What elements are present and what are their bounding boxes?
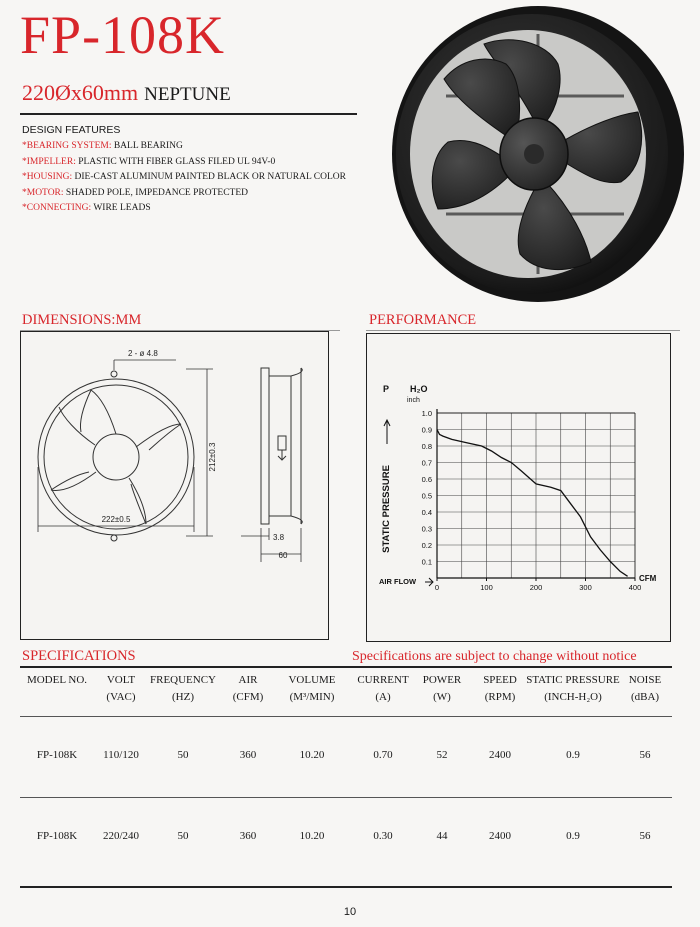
x-tick-label: 0 bbox=[434, 583, 440, 592]
dimensions-label: DIMENSIONS:MM bbox=[22, 312, 142, 328]
mounting-hole bbox=[111, 371, 117, 377]
spec-col-header bbox=[473, 672, 527, 706]
spec-cell: 2400 bbox=[489, 749, 511, 761]
y-tick-label: 0.9 bbox=[421, 425, 432, 435]
spec-header-rule bbox=[20, 716, 672, 717]
spec-col-header-line1: SPEED bbox=[483, 674, 517, 686]
product-size: 220Øx60mm bbox=[22, 80, 139, 105]
x-tick-label: 200 bbox=[529, 583, 543, 592]
y-tick-label: 1.0 bbox=[421, 409, 432, 418]
feature-key: *IMPELLER: bbox=[22, 156, 79, 167]
product-name: NEPTUNE bbox=[144, 84, 231, 105]
spec-col-header bbox=[620, 672, 670, 706]
y-arrow-icon bbox=[384, 420, 390, 444]
spec-cell: 360 bbox=[239, 749, 257, 761]
dim-width: 222±0.5 bbox=[101, 515, 131, 524]
spec-cell: 0.70 bbox=[373, 749, 393, 761]
spec-col-header-line1: STATIC PRESSURE bbox=[526, 674, 620, 686]
performance-curve bbox=[437, 430, 628, 577]
spec-col-header bbox=[18, 672, 96, 689]
dim-depth: 60 bbox=[278, 551, 288, 560]
specifications-label: SPECIFICATIONS bbox=[22, 648, 136, 664]
fan-hub-center bbox=[524, 144, 544, 164]
y-tick-label: 0.3 bbox=[421, 524, 432, 534]
spec-cell: 52 bbox=[436, 749, 448, 761]
y-tick-label: 0.8 bbox=[421, 442, 432, 451]
spec-col-header-line2: (M³/MIN) bbox=[289, 691, 335, 703]
dim-holes: 2 - ø 4.8 bbox=[128, 349, 158, 358]
chart-ylabel: STATIC PRESSURE bbox=[381, 465, 392, 553]
spec-col-header bbox=[351, 672, 415, 706]
x-tick-label: 300 bbox=[579, 583, 592, 592]
y-tick-label: 0.1 bbox=[421, 557, 432, 567]
chart-xlabel: CFM bbox=[639, 574, 657, 583]
y-tick-label: 0.6 bbox=[421, 475, 432, 484]
spec-col-header-line2: (VAC) bbox=[106, 691, 136, 703]
feature-item bbox=[22, 155, 382, 171]
feature-value: BALL BEARING bbox=[113, 141, 183, 151]
spec-col-header-line2: (RPM) bbox=[484, 691, 516, 703]
chart-airflow-label: AIR FLOW bbox=[379, 577, 417, 586]
spec-cell: 220/240 bbox=[102, 830, 140, 842]
spec-col-header-line1: VOLUME bbox=[288, 674, 336, 686]
y-tick-label: 0.5 bbox=[421, 491, 432, 501]
spec-cell: FP-108K bbox=[36, 749, 78, 761]
spec-cell: 10.20 bbox=[299, 749, 325, 761]
chart-y-ticks bbox=[422, 409, 432, 567]
spec-cell: 360 bbox=[239, 830, 257, 842]
spec-cell: 56 bbox=[639, 830, 651, 842]
feature-item bbox=[22, 170, 382, 186]
spec-col-header-line2: (dBA) bbox=[630, 691, 660, 703]
spec-col-header-line2: (CFM) bbox=[232, 691, 264, 703]
side-view-label-box bbox=[278, 436, 286, 450]
performance-divider bbox=[366, 330, 680, 331]
spec-col-header-line2: (INCH-H₂O) bbox=[544, 691, 602, 703]
y-tick-label: 0.2 bbox=[421, 541, 432, 550]
title-divider bbox=[20, 113, 357, 115]
page-number: 10 bbox=[343, 906, 357, 918]
feature-value: PLASTIC WITH FIBER GLASS FILED UL 94V-0 bbox=[78, 156, 276, 167]
front-view-hub bbox=[93, 434, 139, 480]
spec-cell: 50 bbox=[177, 830, 189, 842]
spec-col-header bbox=[223, 672, 273, 706]
spec-col-header-line2: (A) bbox=[375, 691, 391, 703]
specifications-note: Specifications are subject to change without notice bbox=[352, 649, 637, 664]
spec-cell: 0.30 bbox=[373, 830, 393, 842]
spec-cell: FP-108K bbox=[36, 830, 78, 842]
spec-cell: 10.20 bbox=[299, 830, 325, 842]
x-tick-label: 100 bbox=[480, 583, 493, 592]
spec-cell: 44 bbox=[436, 830, 448, 842]
performance-chart bbox=[367, 334, 669, 640]
design-features-title: DESIGN FEATURES bbox=[22, 124, 121, 136]
chart-unit-label: H₂O bbox=[410, 384, 428, 394]
product-subtitle bbox=[22, 80, 231, 106]
design-features bbox=[22, 124, 382, 217]
spec-table-bottom-rule bbox=[20, 886, 672, 888]
feature-key: *CONNECTING: bbox=[22, 203, 94, 213]
spec-table-top-rule bbox=[20, 666, 672, 668]
spec-cell: 56 bbox=[639, 749, 651, 761]
spec-row-rule bbox=[20, 797, 672, 798]
feature-value: WIRE LEADS bbox=[93, 203, 151, 213]
spec-col-header-line1: FREQUENCY bbox=[149, 674, 216, 686]
feature-item bbox=[22, 186, 382, 202]
front-view-blades bbox=[51, 390, 181, 524]
spec-cell: 110/120 bbox=[103, 749, 139, 761]
spec-col-header-line2: (W) bbox=[433, 691, 451, 703]
performance-chart-frame bbox=[366, 333, 671, 642]
spec-col-header-line1: VOLT bbox=[106, 674, 136, 686]
feature-item bbox=[22, 201, 382, 217]
y-tick-label: 0.7 bbox=[421, 458, 432, 468]
side-view-front-flange bbox=[261, 368, 269, 524]
spec-cell: 0.9 bbox=[566, 830, 580, 842]
chart-grid bbox=[437, 413, 635, 578]
spec-col-header bbox=[523, 672, 623, 706]
spec-col-header-line1: POWER bbox=[422, 674, 462, 686]
dimensions-drawing-frame bbox=[20, 331, 329, 640]
spec-col-header-line2: (HZ) bbox=[172, 691, 194, 703]
spec-col-header bbox=[97, 672, 145, 706]
spec-col-header-line1: AIR bbox=[238, 674, 258, 686]
x-tick-label: 400 bbox=[628, 583, 642, 592]
spec-col-header-line1: MODEL NO. bbox=[26, 674, 88, 686]
feature-item bbox=[22, 139, 382, 155]
spec-cell: 2400 bbox=[489, 830, 511, 842]
feature-key: *HOUSING: bbox=[22, 172, 75, 182]
product-title: FP-108K bbox=[20, 5, 226, 65]
airflow-arrow-icon bbox=[425, 578, 433, 586]
front-view-outer bbox=[38, 379, 194, 535]
dimensions-drawing bbox=[21, 332, 327, 638]
mounting-hole bbox=[111, 535, 117, 541]
feature-value: SHADED POLE, IMPEDANCE PROTECTED bbox=[65, 187, 248, 198]
spec-col-header-line1: CURRENT bbox=[357, 674, 409, 686]
feature-key: *MOTOR: bbox=[22, 187, 66, 198]
front-view-inner bbox=[44, 385, 188, 529]
chart-unit-sub: inch bbox=[407, 397, 420, 404]
chart-x-ticks bbox=[435, 578, 641, 592]
side-view-body bbox=[269, 376, 291, 516]
fan-product-photo bbox=[386, 4, 686, 308]
dim-flange: 3.8 bbox=[273, 533, 285, 542]
spec-cell: 50 bbox=[177, 749, 189, 761]
chart-p-label: P bbox=[383, 384, 390, 394]
spec-cell: 0.9 bbox=[566, 749, 580, 761]
spec-col-header bbox=[277, 672, 347, 706]
spec-col-header-line1: NOISE bbox=[628, 674, 662, 686]
spec-col-header bbox=[416, 672, 468, 706]
y-tick-label: 0.4 bbox=[421, 508, 432, 517]
feature-key: *BEARING SYSTEM: bbox=[22, 141, 114, 151]
performance-label: PERFORMANCE bbox=[369, 312, 477, 328]
feature-value: DIE-CAST ALUMINUM PAINTED BLACK OR NATURAL COLOR bbox=[74, 172, 346, 182]
airflow-arrow-icon bbox=[278, 450, 286, 460]
spec-col-header bbox=[144, 672, 222, 706]
dim-height: 212±0.3 bbox=[208, 442, 217, 472]
